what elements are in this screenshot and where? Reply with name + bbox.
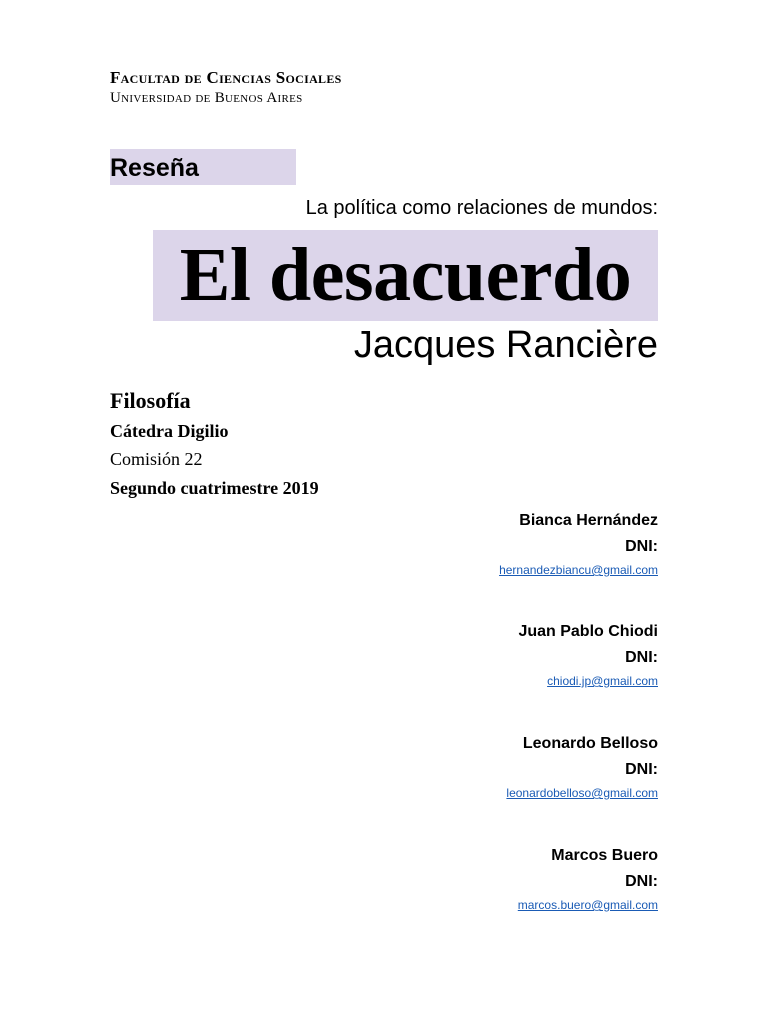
faculty-name: Facultad de Ciencias Sociales	[110, 68, 342, 87]
student-entry	[298, 511, 658, 577]
student-name: Marcos Buero	[551, 847, 658, 864]
university-name: Universidad de Buenos Aires	[110, 90, 303, 106]
student-dni-label: DNI:	[625, 649, 658, 666]
document-subtitle: La política como relaciones de mundos:	[305, 197, 658, 219]
student-email-link[interactable]: marcos.buero@gmail.com	[517, 898, 658, 912]
student-email-link[interactable]: chiodi.jp@gmail.com	[547, 674, 658, 688]
student-entry	[298, 734, 658, 800]
student-name: Leonardo Belloso	[522, 735, 658, 752]
course-comision: Comisión 22	[110, 449, 203, 469]
student-name: Bianca Hernández	[519, 512, 658, 529]
student-name: Juan Pablo Chiodi	[518, 623, 658, 640]
document-title: El desacuerdo	[179, 233, 632, 317]
document-author: Jacques Rancière	[353, 324, 658, 366]
student-email-link[interactable]: hernandezbiancu@gmail.com	[499, 563, 658, 577]
student-email-link[interactable]: leonardobelloso@gmail.com	[506, 786, 658, 800]
course-period: Segundo cuatrimestre 2019	[110, 478, 319, 498]
student-dni-label: DNI:	[625, 761, 658, 778]
student-dni-label: DNI:	[625, 538, 658, 555]
student-dni-label: DNI:	[625, 873, 658, 890]
document-type-label: Reseña	[110, 154, 199, 182]
course-catedra: Cátedra Digilio	[110, 421, 229, 441]
course-subject: Filosofía	[110, 388, 191, 413]
student-entry	[298, 846, 658, 912]
student-entry	[298, 622, 658, 688]
